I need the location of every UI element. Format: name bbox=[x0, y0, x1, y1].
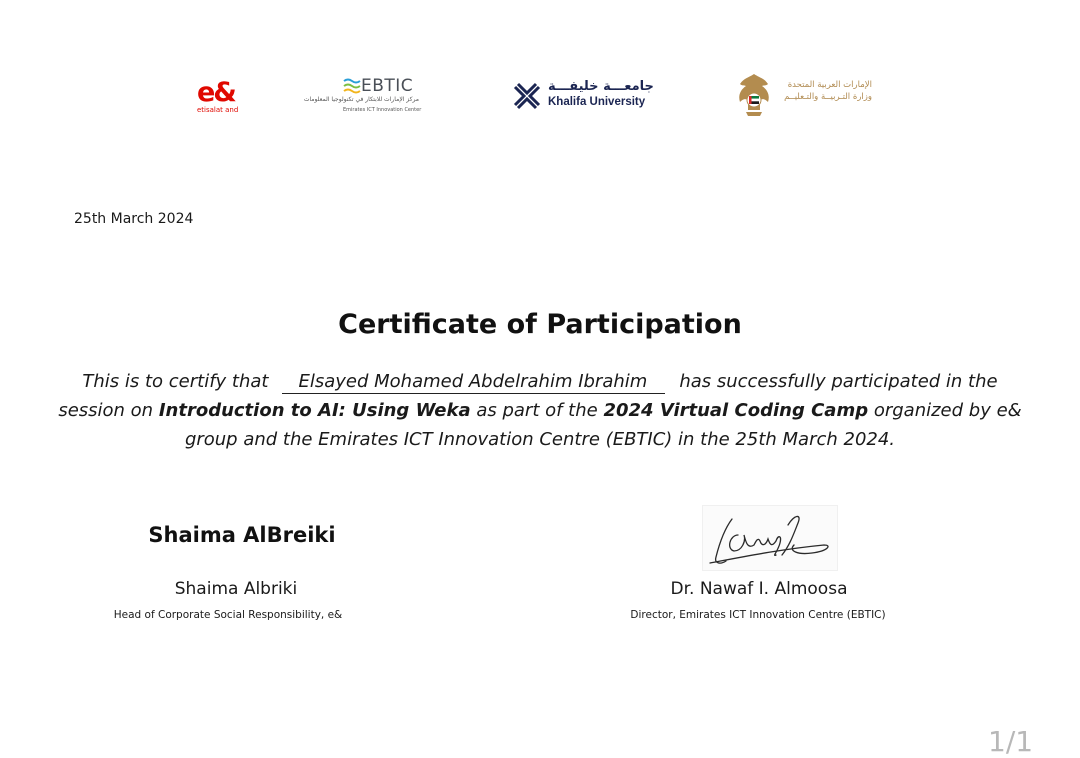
khalifa-logo-english: Khalifa University bbox=[548, 96, 646, 108]
uae-falcon-emblem-icon bbox=[736, 72, 772, 118]
left-signature: Shaima AlBreiki bbox=[148, 523, 336, 547]
certificate-body bbox=[50, 367, 1030, 454]
ebtic-logo-name: EBTIC bbox=[361, 76, 414, 96]
certificate-intro: This is to certify that bbox=[82, 371, 269, 392]
certificate-text-after-name: has successfully participated in the session on bbox=[58, 371, 998, 421]
ebtic-logo-arabic: مركز الإمارات للابتكار في تكنولوجيا المعلومات bbox=[303, 96, 419, 103]
ministry-logo-arabic-line1: الإمارات العربية المتحدة bbox=[787, 80, 872, 90]
ministry-logo-arabic-line2: وزارة التـربيــة والتـعليــم bbox=[784, 92, 872, 102]
eand-logo-mark: e& bbox=[197, 77, 235, 108]
right-signatory-title: Director, Emirates ICT Innovation Centre (EBTIC) bbox=[630, 609, 886, 621]
khalifa-logo-arabic: جامعـــة خليفـــة bbox=[548, 79, 654, 94]
right-signatory-name: Dr. Nawaf I. Almoosa bbox=[670, 579, 848, 599]
camp-name: 2024 Virtual Coding Camp bbox=[603, 400, 869, 421]
ministry-of-education-logo bbox=[736, 72, 876, 118]
ebtic-logo bbox=[303, 76, 422, 116]
certificate-text-part-of: as part of the bbox=[476, 400, 598, 421]
khalifa-university-emblem-icon bbox=[512, 81, 542, 111]
ebtic-waves-icon bbox=[343, 78, 361, 96]
certificate-title: Certificate of Participation bbox=[338, 309, 742, 340]
khalifa-university-logo bbox=[511, 79, 654, 114]
certificate-text-closing: organized by e& group and the Emirates ICT Innovation Centre (EBTIC) in the 25th March 2024. bbox=[184, 400, 1022, 450]
eand-logo bbox=[193, 78, 241, 116]
session-name: Introduction to AI: Using Weka bbox=[158, 400, 471, 421]
certificate-date: 25th March 2024 bbox=[74, 211, 194, 227]
left-signatory-title: Head of Corporate Social Responsibility, e& bbox=[113, 609, 343, 621]
left-signatory-name: Shaima Albriki bbox=[174, 579, 298, 599]
ebtic-logo-english: Emirates ICT Innovation Center bbox=[343, 107, 422, 113]
handwritten-signature-image bbox=[702, 505, 838, 571]
eand-logo-subtitle: etisalat and bbox=[197, 106, 239, 114]
recipient-name: Elsayed Mohamed Abdelrahim Ibrahim bbox=[282, 371, 665, 394]
page-indicator: 1/1 bbox=[988, 725, 1034, 758]
